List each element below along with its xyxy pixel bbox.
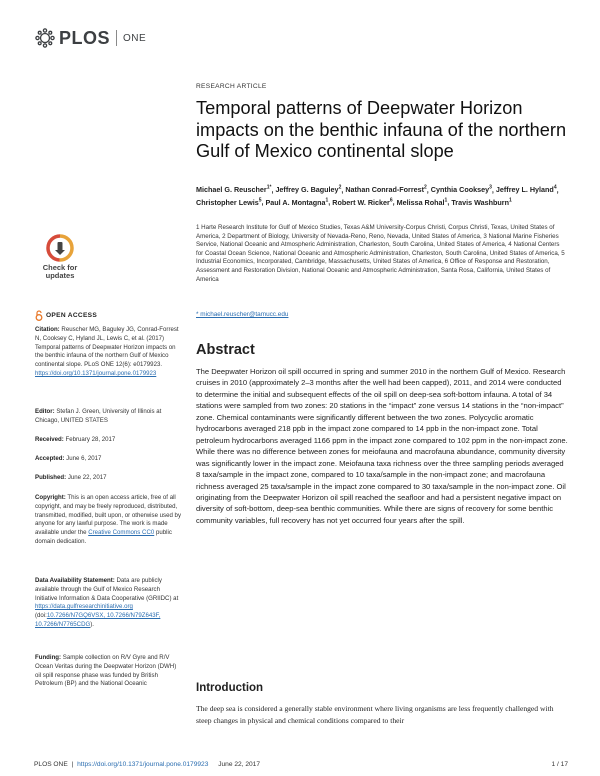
introduction-text: The deep sea is considered a generally stable environment where living organisms are less frequently challenged with steep changes in physical and chemical conditions compared to their [196,704,554,725]
author-name: Cynthia Cooksey$^3$ [430,185,492,195]
author-affiliation-marker: 3 [489,185,492,191]
author-affiliation-marker: 1* [266,185,272,191]
footer-separator: | [71,761,74,768]
author-name: Robert W. Ricker$^6$ [332,197,393,207]
logo-divider [116,30,117,46]
editor-block: Editor: Stefan J. Green, University of Illinois at Chicago, UNITED STATES [35,408,162,424]
article-title: Temporal patterns of Deepwater Horizon impacts on the benthic infauna of the northern Gulf of Mexico continental slope [196,98,567,161]
author-name: Christopher Lewis$^5$ [196,197,262,207]
abstract-text: The Deepwater Horizon oil spill occurred in spring and summer 2010 in the northern Gulf of Mexico. Research cruises in 2010 (approximately 2–3 months after the well had been capped), 2011, and 2014 were conducted to determine the initial and subsequent effects of the oil spill on deep-sea soft-bottom infauna. A total of 34 stations were sampled from two zones: 20 stations in the “impact” zone versus 14 stations in the “non-impact” zone. Chemical contaminants were significantly different between the two zones. Polycyclic aromatic hydrocarbons averaged 218 ppb in the impact zone compared to 14 ppb in the non-impact zone. Total petroleum hydrocarbons averaged 1166 ppm in the impact zone compared to 102 ppm in the non-impact zone. While there was no difference between zones for meiofauna and macrofauna abundance, community diversity was significantly lower in the impact zone. Meiofauna taxa richness over the three sampling periods averaged 8 taxa/sample in the impact zone, compared to 10 taxa/sample in the non-impact zone; and macrofauna richness averaged 25 taxa/sample in the impact zone compared to 30 taxa/sample in the non-impact zone. Oil originating from the Deepwater Horizon oil spill reached the seafloor and had a persistent negative impact on diversity of soft-bottom, deep-sea benthic communities. While there are signs of recovery for some benthic community variables, full recovery has not yet occurred four years after the spill. [196,367,568,525]
affiliations: 1 Harte Research Institute for Gulf of Mexico Studies, Texas A&M University-Corpus Christi, Corpus Christi, Texas, United States of America, 2 Department of Biology, University of Nevada-Reno, Reno, Nevada, United States of America, 3 National Marine Fisheries Service, National Oceanic and Atmospheric Administration, Charleston, South Carolina, United States of America, 4 National Centers for Coastal Ocean Science, National Oceanic and Atmospheric Administration, Charleston, South Carolina, United States of America, 5 Industrial Economics, Incorporated, Cambridge, Massachusetts, United States of America, 6 Office of Response and Restoration, Assessment and Restoration Division, National Oceanic and Atmospheric Administration, Santa Rosa, California, United States of America [196,224,565,283]
logo-brand: PLOS [59,27,111,48]
footer-date: June 22, 2017 [218,761,261,768]
data-availability-block: Data Availability Statement: Data are publicly available through the Gulf of Mexico Research Initiative Information & Data Cooperative (GRIIDC) at https://data.gulfresearchinitiative.org (doi:10.7266/N7GQ6VSX, 10.7266/N79Z643F, 10.7266/N7765CDG). [35,577,179,628]
introduction-heading: Introduction [196,682,264,694]
author-list: Michael G. Reuscher$^{1*}$, Jeffrey G. Baguley$^2$, Nathan Conrad-Forrest$^2$, Cynthia Cooksey$^3$, Jeffrey L. Hyland$^4$, Christopher Lewis$^5$, Paul A. Montagna$^1$, Robert W. Ricker$^6$, Melissa Rohal$^1$, Travis Washburn$^1$ [196,185,559,207]
author-affiliation-marker: 1 [508,197,512,204]
open-lock-icon [35,310,43,321]
author-affiliation-marker: 2 [424,185,427,191]
author-name: Melissa Rohal$^1$ [396,197,448,207]
abstract-heading: Abstract [196,342,255,358]
author-name: Jeffrey L. Hyland$^4$ [495,185,557,195]
author-name: Travis Washburn$^1$ [451,197,512,207]
author-affiliation-marker: 4 [553,185,557,191]
data-doi-links[interactable]: 10.7266/N7GQ6VSX, 10.7266/N79Z643F, 10.7266/N7765CDG [35,612,161,628]
citation-doi-link[interactable]: https://doi.org/10.1371/journal.pone.0179923 [35,369,157,377]
check-updates-icon [46,234,74,262]
author-affiliation-marker: 1 [444,197,448,204]
author-affiliation-marker: 6 [389,197,393,204]
page-number: 1 / 17 [551,761,568,768]
copyright-block: Copyright: This is an open access article, free of all copyright, and may be freely reproduced, distributed, transmitted, modified, built upon, or otherwise used by anyone for any lawful purpose. The work is made available under the Creative Commons CC0 public domain dedication. [35,494,181,545]
page-footer [34,761,568,768]
check-updates-label: Check for updates [42,263,78,280]
check-for-updates-badge[interactable] [35,234,85,292]
article-type: RESEARCH ARTICLE [196,83,267,90]
funding-block: Funding: Sample collection on R/V Gyre and R/V Ocean Veritas during the Deepwater Horizon (DWH) oil spill response phase was funded by British Petroleum (BP) and the National Oceanic [35,654,177,688]
corresponding-email[interactable]: * michael.reuscher@tamucc.edu [196,311,289,318]
author-name: Michael G. Reuscher$^{1*}$ [196,185,272,195]
author-affiliation-marker: 5 [258,197,262,204]
received-block: Received: February 28, 2017 [35,436,116,443]
griidc-link[interactable]: https://data.gulfresearchinitiative.org [35,603,133,611]
author-name: Jeffrey G. Baguley$^2$ [275,185,342,195]
published-block: Published: June 22, 2017 [35,474,107,481]
plos-mark-icon [34,27,56,49]
citation-block: Citation: Reuscher MG, Baguley JG, Conrad-Forrest N, Cooksey C, Hyland JL, Lewis C, et al. (2017) Temporal patterns of Deepwater Horizon impacts on the benthic infauna of the northern Gulf of Mexico continental slope. PLoS ONE 12(6): e0179923. https://doi.org/10.1371/journal.pone.0179923 [35,326,179,377]
open-access-badge: OPEN ACCESS [35,310,97,321]
creative-commons-link[interactable]: Creative Commons CC0 [88,529,155,537]
author-affiliation-marker: 1 [325,197,329,204]
author-affiliation-marker: 2 [338,185,342,191]
accepted-block: Accepted: June 6, 2017 [35,455,102,462]
author-name: Paul A. Montagna$^1$ [265,197,329,207]
footer-journal: PLOS ONE [34,761,68,768]
footer-doi-link[interactable]: https://doi.org/10.1371/journal.pone.0179923 [77,761,209,768]
author-name: Nathan Conrad-Forrest$^2$ [345,185,427,195]
logo-journal: ONE [123,32,147,44]
plos-logo [34,27,146,49]
